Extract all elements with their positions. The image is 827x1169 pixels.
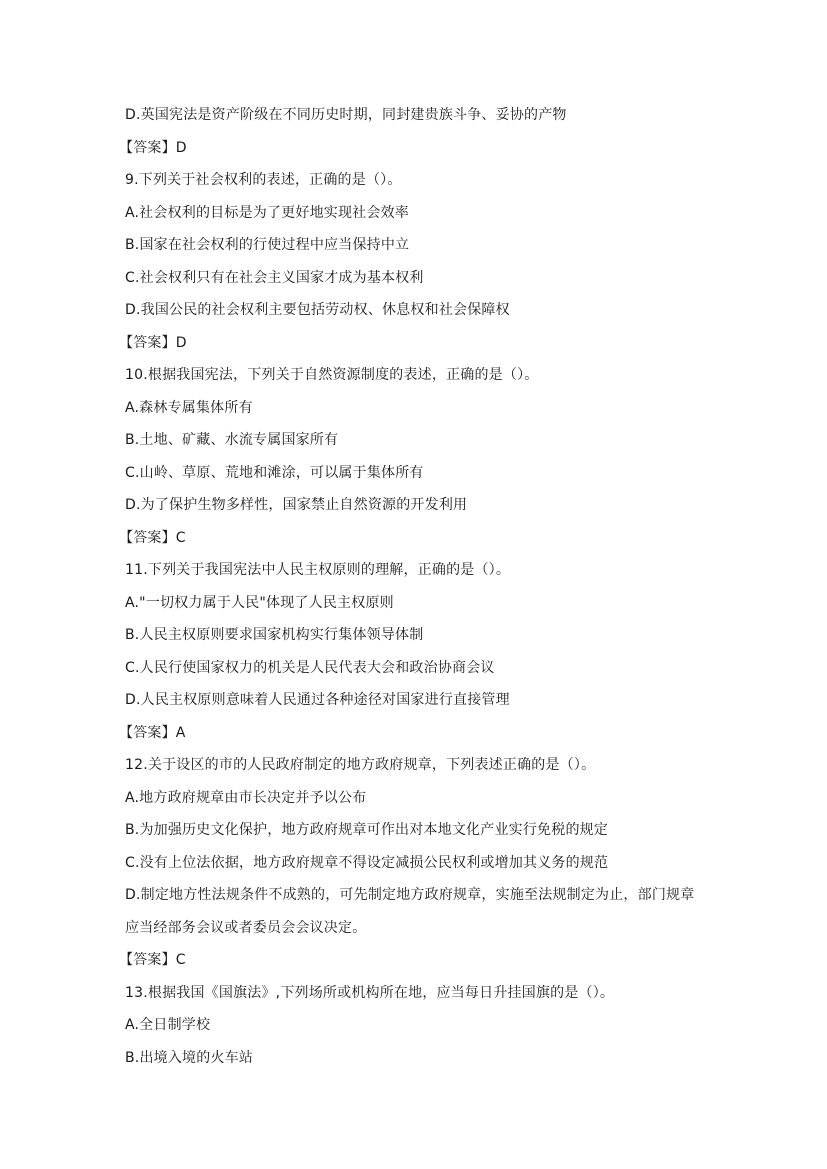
option-line: A.森林专属集体所有	[125, 399, 253, 416]
option-line: A."一切权力属于人民"体现了人民主权原则	[125, 594, 394, 611]
option-line: A.社会权利的目标是为了更好地实现社会效率	[125, 204, 409, 221]
option-line: D.我国公民的社会权利主要包括劳动权、休息权和社会保障权	[125, 302, 510, 318]
answer-line: 【答案】C	[119, 952, 186, 968]
question-line: 12.关于设区的市的人民政府制定的地方政府规章，下列表述正确的是（）。	[125, 757, 596, 773]
option-line: D.为了保护生物多样性，国家禁止自然资源的开发利用	[125, 497, 468, 513]
option-line: A.全日制学校	[125, 1017, 211, 1033]
question-line: 9.下列关于社会权利的表述，正确的是（）。	[125, 172, 402, 188]
option-line: D.英国宪法是资产阶级在不同历史时期，同封建贵族斗争、妥协的产物	[125, 107, 567, 123]
option-line: D.制定地方性法规条件不成熟的，可先制定地方政府规章，实施至法规制定为止，部门规章	[125, 887, 695, 903]
option-line: B.人民主权原则要求国家机构实行集体领导体制	[125, 627, 424, 643]
question-line: 13.根据我国《国旗法》,下列场所或机构所在地，应当每日升挂国旗的是（）。	[125, 984, 615, 1001]
option-line: C.山岭、草原、荒地和滩涂，可以属于集体所有	[125, 464, 424, 481]
answer-line: 【答案】C	[119, 529, 186, 546]
option-line: C.人民行使国家权力的机关是人民代表大会和政治协商会议	[125, 659, 495, 676]
option-line: C.没有上位法依据，地方政府规章不得设定减损公民权利或增加其义务的规范	[125, 854, 609, 871]
answer-line: 【答案】D	[119, 139, 187, 156]
document-body	[119, 105, 710, 1080]
answer-line: 【答案】A	[119, 724, 186, 741]
option-line: A.地方政府规章由市长决定并予以公布	[125, 789, 367, 806]
option-line: B.出境入境的火车站	[125, 1049, 254, 1066]
option-line: B.为加强历史文化保护，地方政府规章可作出对本地文化产业实行免税的规定	[125, 822, 609, 838]
option-line: B.土地、矿藏、水流专属国家所有	[125, 432, 339, 448]
option-line: D.人民主权原则意味着人民通过各种途径对国家进行直接管理	[125, 692, 510, 708]
question-line: 10.根据我国宪法，下列关于自然资源制度的表述，正确的是（）。	[125, 367, 539, 383]
option-line: C.社会权利只有在社会主义国家才成为基本权利	[125, 269, 424, 286]
question-line: 11.下列关于我国宪法中人民主权原则的理解，正确的是（）。	[125, 562, 511, 578]
answer-line: 【答案】D	[119, 334, 187, 351]
option-continuation-line: 应当经部务会议或者委员会会议决定。	[125, 919, 367, 936]
option-line: B.国家在社会权利的行使过程中应当保持中立	[125, 237, 410, 253]
